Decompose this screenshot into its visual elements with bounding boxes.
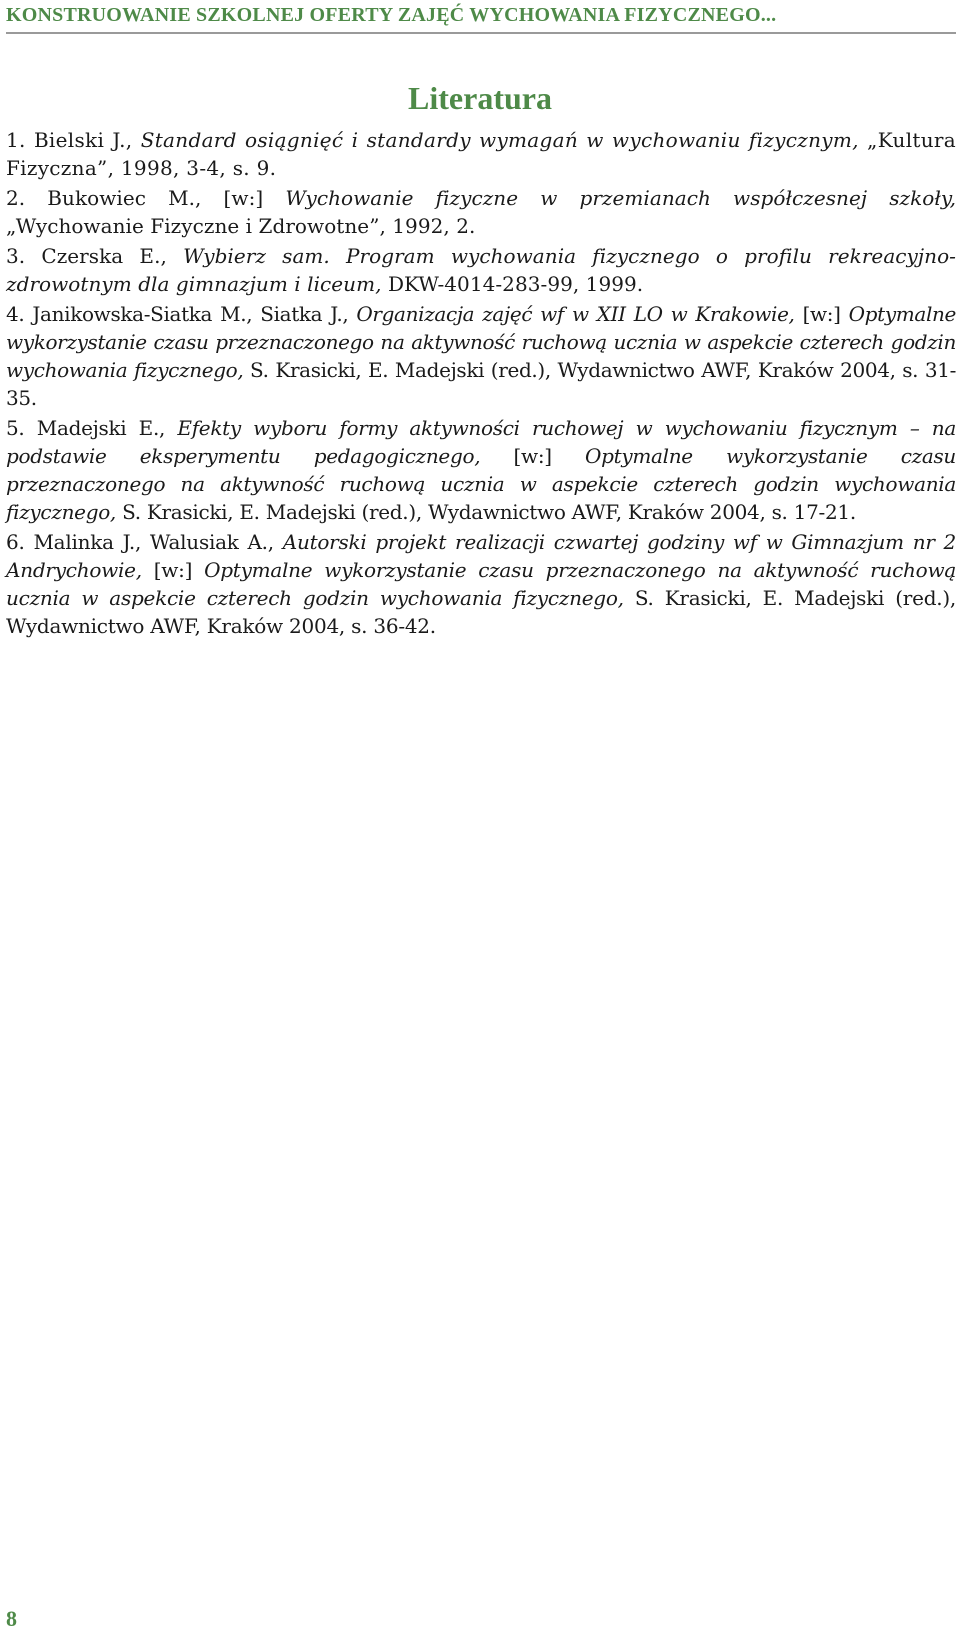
reference-author: Bielski J., [33,128,133,152]
reference-source: Optymalne wykorzystanie czasu przeznaczonego na aktywność ruchową ucznia w aspekcie czterech godzin wychowania fizycznego, [6,444,957,524]
reference-prefix: [w:] [513,444,552,468]
reference-author: Madejski E., [36,416,166,440]
page-number: 8 [6,1606,17,1631]
reference-number: 2. [6,186,26,210]
reference-prefix: [w:] [802,302,841,326]
reference-item [6,126,956,182]
reference-details: „Wychowanie Fizyczne i Zdrowotne”, 1992, 2. [6,214,476,238]
reference-number: 3. [6,244,26,268]
reference-source: Optymalne wykorzystanie czasu przeznaczonego na aktywność ruchową ucznia w aspekcie czterech godzin wychowania fizycznego, [6,302,957,382]
reference-title: Efekty wyboru formy aktywności ruchowej w wychowaniu fizycznym – na podstawie eksperymentu pedagogicznego, [6,416,957,468]
reference-item [6,300,956,412]
reference-prefix: [w:] [223,186,264,210]
reference-title: Autorski projekt realizacji czwartej godziny wf w Gimnazjum nr 2 Andrychowie, [6,530,956,582]
reference-number: 5. [6,416,25,440]
reference-title: Wychowanie fizyczne w przemianach współczesnej szkoły, [285,186,956,210]
reference-item [6,242,956,298]
reference-details: S. Krasicki, E. Madejski (red.), Wydawnictwo AWF, Kraków 2004, s. 36-42. [6,586,957,638]
reference-details: S. Krasicki, E. Madejski (red.), Wydawnictwo AWF, Kraków 2004, s. 31-35. [6,358,956,410]
reference-author: Bukowiec M., [47,186,202,210]
reference-title: Organizacja zajęć wf w XII LO w Krakowie, [356,302,795,326]
reference-prefix: [w:] [153,558,193,582]
reference-details: DKW-4014-283-99, 1999. [387,272,644,296]
reference-title: Wybierz sam. Program wychowania fizycznego o profilu rekreacyjno-zdrowotnym dla gimnazjum i liceum, [6,244,956,296]
reference-number: 1. [6,128,26,152]
reference-item [6,414,956,526]
reference-author: Czerska E., [41,244,167,268]
reference-item [6,184,956,240]
reference-list [6,126,956,642]
running-header: KONSTRUOWANIE SZKOLNEJ OFERTY ZAJĘĆ WYCHOWANIA FIZYCZNEGO... [6,4,956,34]
reference-details: „Kultura Fizyczna”, 1998, 3-4, s. 9. [6,128,956,180]
reference-source: Optymalne wykorzystanie czasu przeznaczonego na aktywność ruchową ucznia w aspekcie czterech godzin wychowania fizycznego, [6,558,957,610]
reference-author: Janikowska-Siatka M., Siatka J., [32,302,349,326]
reference-item [6,528,956,640]
reference-author: Malinka J., Walusiak A., [33,530,274,554]
reference-details: S. Krasicki, E. Madejski (red.), Wydawnictwo AWF, Kraków 2004, s. 17-21. [122,500,856,524]
section-title: Literatura [408,80,552,116]
reference-title: Standard osiągnięć i standardy wymagań w wychowaniu fizycznym, [140,128,859,152]
reference-number: 4. [6,302,25,326]
reference-number: 6. [6,530,25,554]
